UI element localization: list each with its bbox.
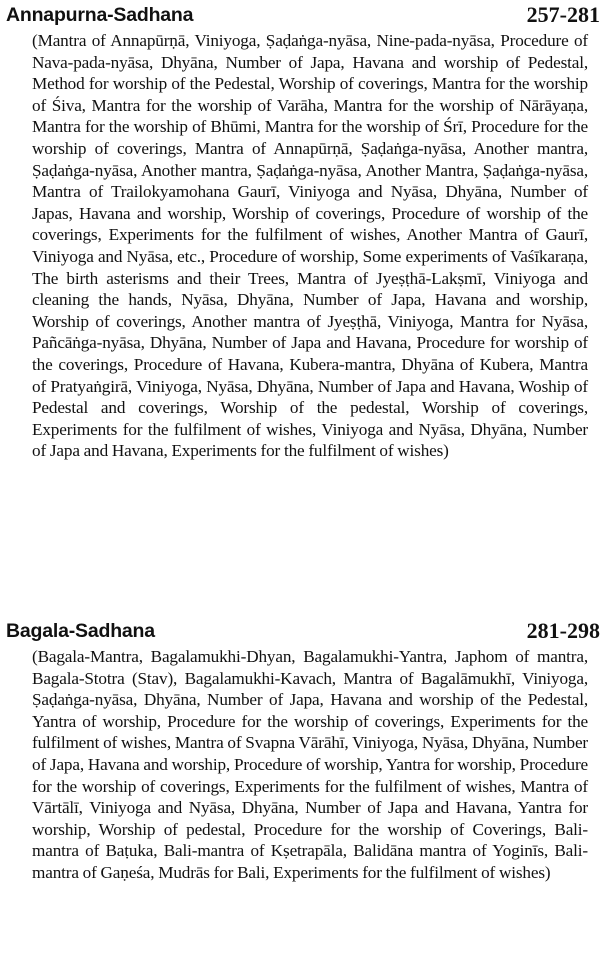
entry-contents: (Bagala-Mantra, Bagalamukhi-Dhyan, Bagalamukhi-Yantra, Japhom of mantra, Bagala-Stotra (Stav), Bagalamukhi-Kavach, Mantra of Bagalāmukhī, Viniyoga, Ṣaḍaṅga-nyāsa, Dhyāna, Number of Japa, Havana and worship of the Pedestal, Yantra of worship, Procedure for the worship of coverings, Experiments for the fulfilment of wishes, Mantra of Svapna Vārāhī, Viniyoga, Nyāsa, Dhyāna, Number of Japa, Havana and worship, Procedure of worship, Yantra for worship, Procedure for the worship of coverings, Experiments for the fulfilment of wishes, Mantra of Vārtālī, Viniyoga and Nyāsa, Dhyāna, Number of Japa and Havana, Yantra for worship, Worship of pedestal, Procedure for the worship of Coverings, Bali-mantra of Baṭuka, Bali-mantra of Kṣetrapāla, Balidāna mantra of Yoginīs, Bali-mantra of Gaṇeśa, Mudrās for Bali, Experiments for the fulfilment of wishes) (32, 647, 588, 882)
entry-page-range: 257-281 (526, 2, 600, 27)
contents-entry-annapurna (0, 0, 600, 462)
entry-title: Bagala-Sadhana (6, 620, 155, 642)
entry-contents: (Mantra of Annapūrṇā, Viniyoga, Ṣaḍaṅga-nyāsa, Nine-pada-nyāsa, Procedure of Nava-pada-nyāsa, Dhyāna, Number of Japa, Havana and worship of Pedestal, Method for worship of the Pedestal, Worship of coverings, Mantra for the worship of Śiva, Mantra for the worship of Varāha, Mantra for the worship of Nārāyaṇa, Mantra for the worship of Bhūmi, Mantra for the worship of Śrī, Procedure for the worship of coverings, Mantra of Annapūrṇā, Ṣaḍaṅga-nyāsa, Another mantra, Ṣaḍaṅga-nyāsa, Another mantra, Ṣaḍaṅga-nyāsa, Another Mantra, Ṣaḍaṅga-nyāsa, Mantra of Trailokyamohana Gaurī, Viniyoga and Nyāsa, Dhyāna, Number of Japas, Havana and worship, Worship of coverings, Procedure of worship of the coverings, Experiments for the fulfilment of wishes, Another Mantra of Gaurī, Viniyoga and Nyāsa, etc., Procedure of worship, Some experiments of Vaśīkaraṇa, The birth asterisms and their Trees, Mantra of Jyeṣṭhā-Lakṣmī, Viniyoga and cleaning the hands, Nyāsa, Dhyāna, Number of Japa, Havana and worship, Worship of coverings, Another mantra of Jyeṣṭhā, Viniyoga, Mantra for Nyāsa, Pañcāṅga-nyāsa, Dhyāna, Number of Japa and Havana, Procedure for worship of the coverings, Procedure of Havana, Kubera-mantra, Dhyāna of Kubera, Mantra of Pratyaṅgirā, Viniyoga, Nyāsa, Dhyāna, Number of Japa and Havana, Woship of Pedestal and coverings, Worship of the pedestal, Worship of coverings, Experiments for the fulfilment of wishes, Viniyoga and Nyāsa, Dhyāna, Number of Japa and Havana, Experiments for the fulfilment of wishes) (32, 31, 588, 461)
contents-entry-bagala (0, 612, 600, 884)
entry-title: Annapurna-Sadhana (6, 4, 194, 26)
entry-heading-row (0, 612, 600, 646)
entry-page-range: 281-298 (526, 618, 600, 643)
entry-heading-row (0, 0, 600, 30)
